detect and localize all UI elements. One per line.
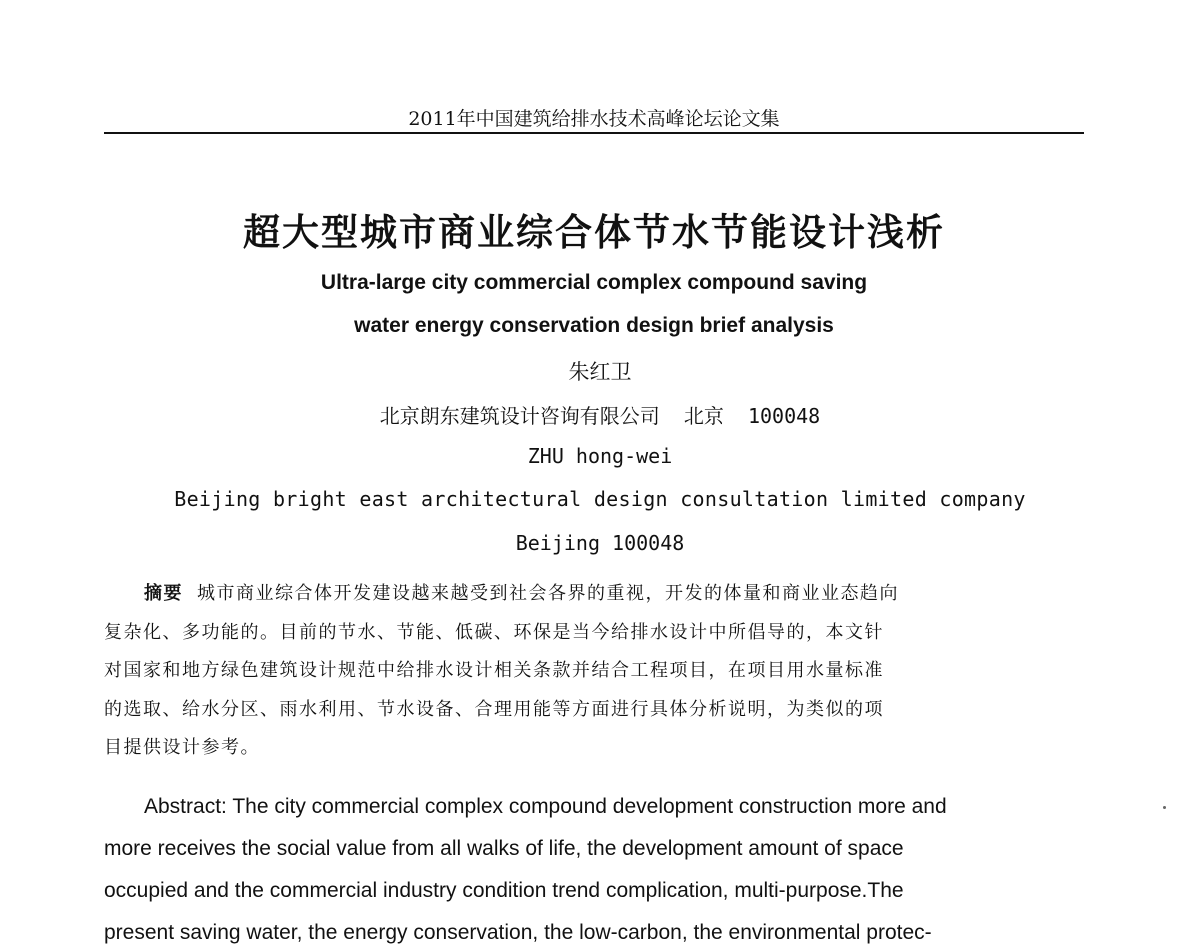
paper-title-en-line1: Ultra-large city commercial complex compound saving	[320, 271, 868, 294]
affiliation-en-line2: Beijing 100048	[515, 531, 685, 555]
abstract-en-line: present saving water, the energy conservation, the low-carbon, the environmental protec-	[104, 921, 932, 944]
header-rule	[104, 132, 1084, 134]
abstract-en	[104, 786, 1086, 952]
abstract-en-line: occupied and the commercial industry condition trend complication, multi-purpose.The	[104, 879, 904, 902]
affiliation-en-line1: Beijing bright east architectural design consultation limited company	[174, 487, 1026, 511]
abstract-en-line: more receives the social value from all walks of life, the development amount of space	[104, 837, 904, 860]
paper-title-en-line2: water energy conservation design brief analysis	[354, 314, 834, 337]
author-name-cn: 朱红卫	[568, 360, 632, 384]
abstract-cn-line	[104, 575, 1084, 614]
abstract-cn	[104, 575, 1084, 768]
affiliation-cn: 北京朗东建筑设计咨询有限公司 北京 100048	[379, 404, 821, 428]
paper-title-cn: 超大型城市商业综合体节水节能设计浅析	[243, 211, 945, 254]
abstract-cn-line: 对国家和地方绿色建筑设计规范中给排水设计相关条款并结合工程项目，在项目用水量标准	[104, 660, 884, 681]
running-header: 2011年中国建筑给排水技术高峰论坛论文集	[408, 108, 780, 130]
author-name-en: ZHU hong-wei	[527, 444, 673, 468]
abstract-cn-line: 的选取、给水分区、雨水利用、节水设备、合理用能等方面进行具体分析说明，为类似的项	[104, 698, 884, 720]
abstract-cn-line: 复杂化、多功能的。目前的节水、节能、低碳、环保是当今给排水设计中所倡导的，本文针	[104, 621, 884, 643]
scan-speck	[1163, 806, 1166, 809]
abstract-cn-line-text: 城市商业综合体开发建设越来越受到社会各界的重视，开发的体量和商业业态趋向	[197, 583, 899, 604]
abstract-cn-line: 目提供设计参考。	[104, 737, 260, 758]
abstract-cn-keyword: 摘要	[144, 583, 183, 604]
abstract-en-line: Abstract: The city commercial complex compound development construction more and	[144, 795, 947, 818]
